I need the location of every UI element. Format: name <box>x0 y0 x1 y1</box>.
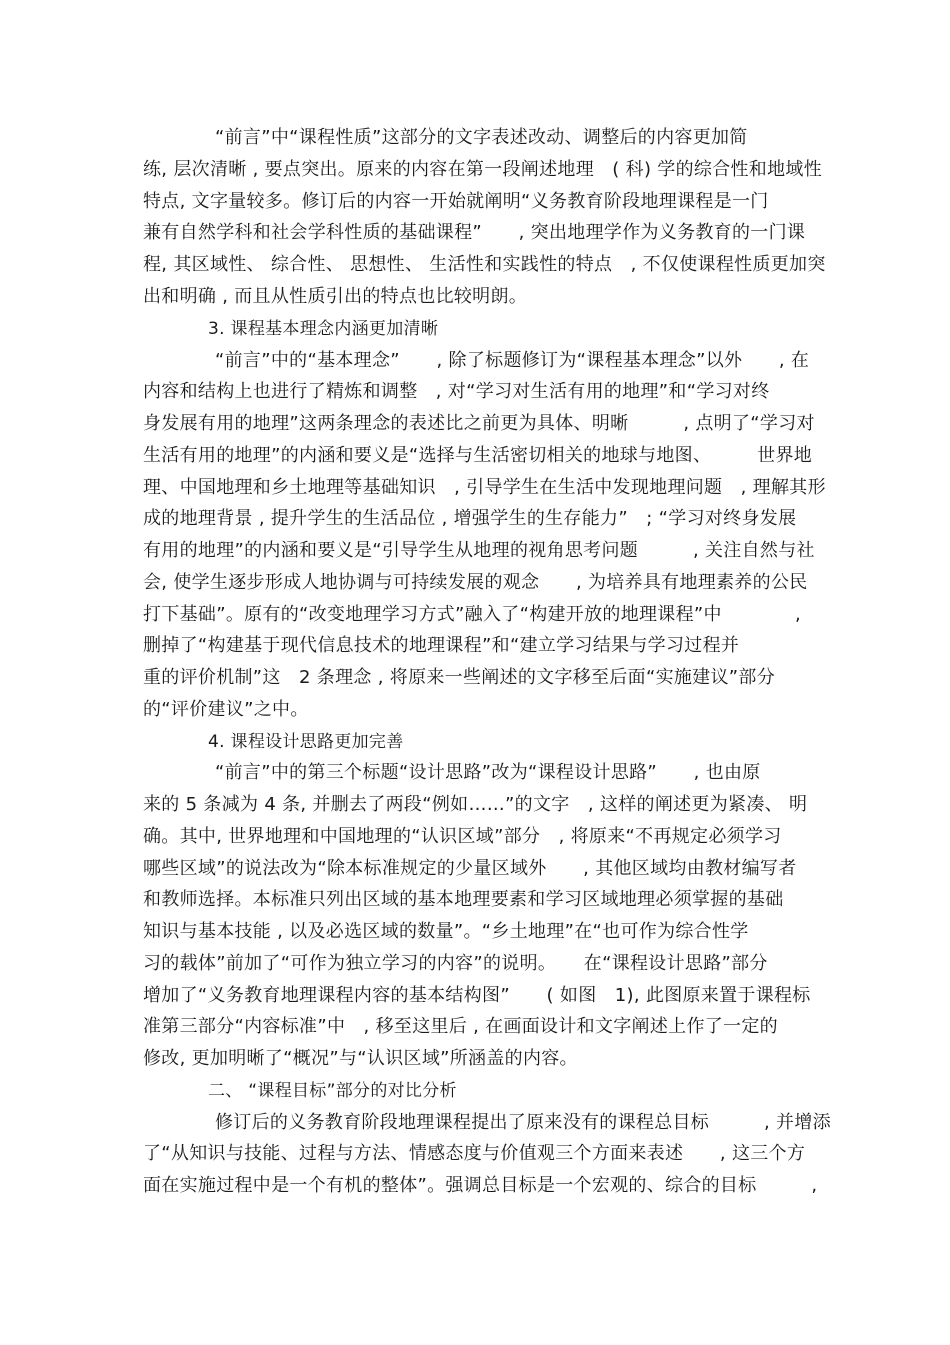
paragraph-line: 有用的地理”的内涵和要义是“引导学生从地理的视角思考问题 , 关注自然与社 <box>143 540 815 561</box>
paragraph-line: 知识与基本技能 , 以及必选区域的数量”。“乡土地理”在“也可作为综合性学 <box>143 921 749 942</box>
paragraph-line: 程, 其区域性、 综合性、 思想性、 生活性和实践性的特点 , 不仅使课程性质更加突 <box>143 254 826 275</box>
paragraph-line: 增加了“义务教育地理课程内容的基本结构图” ( 如图 1), 此图原来置于课程标 <box>143 985 811 1006</box>
section-heading: 3. 课程基本理念内涵更加清晰 <box>208 319 439 339</box>
paragraph-line: 兼有自然学科和社会学科性质的基础课程” , 突出地理学作为义务教育的一门课 <box>143 222 806 243</box>
paragraph-line: 哪些区域”的说法改为“除本标准规定的少量区域外 , 其他区域均由教材编写者 <box>143 858 797 879</box>
paragraph-line: 理、中国地理和乡土地理等基础知识 , 引导学生在生活中发现地理问题 , 理解其形 <box>143 477 826 498</box>
paragraph-line: “前言”中“课程性质”这部分的文字表述改动、调整后的内容更加简 <box>215 127 748 148</box>
paragraph-line: 面在实施过程中是一个有机的整体”。强调总目标是一个宏观的、综合的目标 , <box>143 1175 818 1196</box>
paragraph-line: 和教师选择。本标准只列出区域的基本地理要素和学习区域地理必须掌握的基础 <box>143 889 784 910</box>
paragraph-line: 练, 层次清晰 , 要点突出。原来的内容在第一段阐述地理 ( 科) 学的综合性和地域性 <box>143 159 822 180</box>
paragraph-line: 身发展有用的地理”这两条理念的表述比之前更为具体、明晰 , 点明了“学习对 <box>143 413 815 434</box>
paragraph-line: “前言”中的“基本理念” , 除了标题修订为“课程基本理念”以外 , 在 <box>215 350 810 371</box>
paragraph-line: 重的评价机制”这 2 条理念 , 将原来一些阐述的文字移至后面“实施建议”部分 <box>143 667 776 688</box>
paragraph-line: 特点, 文字量较多。修订后的内容一开始就阐明“义务教育阶段地理课程是一门 <box>143 191 769 212</box>
paragraph-line: 习的载体”前加了“可作为独立学习的内容”的说明。 在“课程设计思路”部分 <box>143 953 768 974</box>
paragraph-line: 确。其中, 世界地理和中国地理的“认识区域”部分 , 将原来“不再规定必须学习 <box>143 826 782 847</box>
paragraph-line: 了“从知识与技能、过程与方法、情感态度与价值观三个方面来表述 , 这三个方 <box>143 1143 806 1164</box>
paragraph-line: “前言”中的第三个标题“设计思路”改为“课程设计思路” , 也由原 <box>215 762 761 783</box>
paragraph-line: 生活有用的地理”的内涵和要义是“选择与生活密切相关的地球与地图、 世界地 <box>143 445 813 466</box>
paragraph-line: 修订后的义务教育阶段地理课程提出了原来没有的课程总目标 , 并增添 <box>215 1112 831 1133</box>
paragraph-line: 修改, 更加明晰了“概况”与“认识区域”所涵盖的内容。 <box>143 1048 578 1069</box>
section-heading: 4. 课程设计思路更加完善 <box>208 732 404 752</box>
paragraph-line: 会, 使学生逐步形成人地协调与可持续发展的观念 , 为培养具有地理素养的公民 <box>143 572 808 593</box>
paragraph-line: 打下基础”。原有的“改变地理学习方式”融入了“构建开放的地理课程”中 , <box>143 604 802 625</box>
paragraph-line: 的“评价建议”之中。 <box>143 699 309 720</box>
paragraph-line: 删掉了“构建基于现代信息技术的地理课程”和“建立学习结果与学习过程并 <box>143 635 740 656</box>
paragraph-line: 准第三部分“内容标准”中 , 移至这里后 , 在画面设计和文字阐述上作了一定的 <box>143 1016 778 1037</box>
paragraph-line: 出和明确 , 而且从性质引出的特点也比较明朗。 <box>143 286 528 307</box>
paragraph-line: 内容和结构上也进行了精炼和调整 , 对“学习对生活有用的地理”和“学习对终 <box>143 381 770 402</box>
paragraph-line: 成的地理背景 , 提升学生的生活品位 , 增强学生的生存能力” ; “学习对终身发展 <box>143 508 797 529</box>
section-heading: 二、 “课程目标”部分的对比分析 <box>208 1081 457 1101</box>
paragraph-line: 来的 5 条减为 4 条, 并删去了两段“例如……”的文字 , 这样的阐述更为紧凑、 明 <box>143 794 808 815</box>
